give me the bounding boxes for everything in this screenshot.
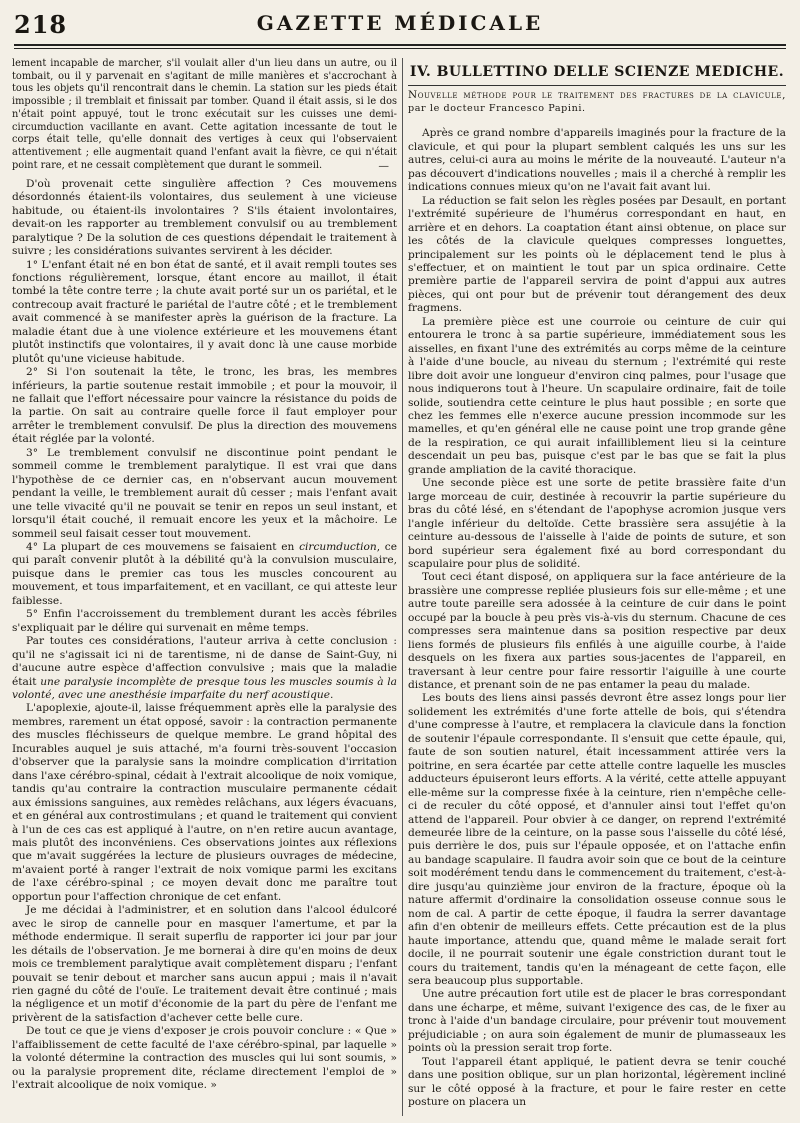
paragraph: Tout l'appareil étant appliqué, le patient devra se tenir couché dans une position oblique, sur un plan horizontal, légèrement incliné sur le côté opposé à la fracture, et pour le faire rester en cette posture on placera un	[408, 1055, 786, 1109]
journal-title: GAZETTE MÉDICALE	[256, 11, 544, 35]
header-rule-thin	[14, 48, 786, 49]
italic-conclusion: une paralysie incomplète de presque tous les muscles soumis à la volonté, avec une anesthésie imparfaite du nerf acoustique.	[12, 675, 397, 701]
paragraph: D'où provenait cette singulière affection ? Ces mouvemens désordonnés étaient-ils volontaires, dus seulement à une vicieuse habitude, ou étaient-ils involontaires ? S'ils étaient involontaires, devait-on les rapporter au tremblement convulsif ou au tremblement paralytique ? De la solution de ces questions dépendait le traitement à suivre ; les considérations suivantes servirent à les décider.	[12, 177, 397, 258]
paragraph: 2° Si l'on soutenait la tête, le tronc, les bras, les membres inférieurs, la partie soutenue restait immobile ; et pour la mouvoir, il ne fallait que l'effort nécessaire pour vaincre la résistance du poids de la partie. On sait au contraire quelle force il faut employer pour arrêter le tremblement convulsif. De plus la direction des mouvemens était réglée par la volonté.	[12, 366, 397, 446]
paragraph: Une seconde pièce est une sorte de petite brassière faite d'un large morceau de cuir, destinée à recouvrir la partie supérieure du bras du côté lésé, en s'étendant de l'apophyse acromion jusque vers l'angle inférieur du deltoïde. Cette brassière sera assujétie à la ceinture au-dessous de l'aisselle à l'aide de points de suture, et son bord supérieur sera également fixé au bord correspondant du scapulaire pour plus de solidité.	[408, 477, 786, 570]
page-number: 218	[14, 10, 68, 39]
article-title-author: par le docteur Francesco Papini.	[408, 103, 586, 115]
paragraph: La réduction se fait selon les règles posées par Desault, en portant l'extrémité supérieure de l'humérus correspondant en haut, en arrière et en dehors. La coaptation étant ainsi obtenue, on place sur les côtés de la clavicule quelques compresses longuettes, principalement sur les points où le déplacement tend le plus à s'effectuer, et on maintient le tout par un spica ordinaire. Cette première partie de l'appareil servira de point d'appui aux autres pièces, qui ont pour but de prévenir tout dérangement des deux fragmens.	[408, 194, 786, 315]
title-rule	[408, 85, 786, 86]
paragraph: 3° Le tremblement convulsif ne discontinue point pendant le sommeil comme le tremblement paralytique. Il est vrai que dans l'hypothèse de ce dernier cas, en n'observant aucun mouvement pendant la veille, le tremblement aurait dû cesser ; mais l'enfant avait une telle vivacité qu'il ne pouvait se tenir en repos un seul instant, et lorsqu'il était couché, il remuait encore les yeux et la mâchoire. Le sommeil seul faisait cesser tout mouvement.	[12, 446, 397, 540]
paragraph: Tout ceci étant disposé, on appliquera sur la face antérieure de la brassière une compresse repliée plusieurs fois sur elle-même ; et une autre toute pareille sera adossée à la ceinture de cuir dans le point occupé par la boucle à peu près vis-à-vis du sternum. Chacune de ces compresses sera maintenue dans sa position respective par deux liens formés de plusieurs fils enfilés à une aiguille courbe, à l'aide desquels on les fixera aux parties sous-jacentes de l'appareil, en traversant à leur centre pour faire ressortir l'aiguille à une courte distance, et prenant soin de ne pas entamer la peau du malade.	[408, 571, 786, 692]
paragraph: La première pièce est une courroie ou ceinture de cuir qui entourera le tronc à sa partie supérieure, immédiatement sous les aisselles, en fixant l'une des extrémités au corps même de la ceinture à l'aide d'une boucle, au niveau du sternum ; l'extrémité qui reste libre doit avoir une longueur d'environ cinq palmes, pour l'usage que nous indiquerons tout à l'heure. Un scapulaire ordinaire, fait de toile solide, soutiendra cette ceinture le plus haut possible ; en sorte que chez les femmes elle n'exerce aucune pression incommode sur les mamelles, et qu'en général elle ne cause point une trop grande gêne de la respiration, ce qui aurait infailliblement lieu si la ceinture descendait un peu bas, puisque c'est par le bas que se fait la plus grande ampliation de la cavité thoracique.	[408, 315, 786, 476]
header-rule	[14, 44, 786, 46]
article-title	[408, 89, 786, 115]
left-column	[12, 58, 397, 1116]
paragraph: L'apoplexie, ajoute-il, laisse fréquemment après elle la paralysie des membres, rarement un état opposé, savoir : la contraction permanente des muscles fléchisseurs de quelque membre. Le grand hôpital des Incurables auquel je suis attaché, m'a fourni très-souvent l'occasion d'observer que la paralysie sans la moindre complication d'irritation dans l'axe cérébro-spinal, cédait à l'extrait alcoolique de noix vomique, tandis qu'au contraire la contraction musculaire permanente cédait aux émissions sanguines, aux remèdes relâchans, aux légers évacuans, et en général aux controstimulans ; et quand le traitement qui convient à l'un de ces cas est appliqué à l'autre, on n'en retire aucun avantage, mais plutôt des inconvéniens. Ces observations jointes aux réflexions que m'avait suggérées la lecture de plusieurs ouvrages de médecine, m'avaient porté à ranger l'extrait de noix vomique parmi les excitans de l'axe cérébro-spinal ; ce moyen devait donc me paraître tout opportun pour l'affection chronique de cet enfant.	[12, 702, 397, 903]
right-column	[408, 58, 786, 1116]
paragraph	[12, 635, 397, 702]
paragraph: De tout ce que je viens d'exposer je crois pouvoir conclure : « Que » l'affaiblissement de cette faculté de l'axe cérébro-spinal, par laquelle » la volonté détermine la contraction des muscles qui lui sont soumis, » ou la paralysie proprement dite, réclame directement l'emploi de » l'extrait alcoolique de noix vomique. »	[12, 1025, 397, 1092]
paragraph	[12, 541, 397, 608]
column-divider	[402, 58, 403, 1116]
paragraph: Les bouts des liens ainsi passés devront être assez longs pour lier solidement les extrémités d'une forte attelle de bois, qui s'étendra d'une compresse à l'autre, et remplacera la clavicule dans la fonction de soutenir l'épaule correspondante. Il s'ensuit que cette épaule, qui, faute de son soutien naturel, était incessamment attirée vers la poitrine, en sera écartée par cette attelle contre laquelle les muscles adducteurs épuiseront leurs efforts. A la vérité, cette attelle appuyant elle-même sur la compresse fixée à la ceinture, rien n'empêche celle-ci de reculer du côté opposé, et d'annuler ainsi tout l'effet qu'on attend de l'appareil. Pour obvier à ce danger, on reprend l'extrémité demeurée libre de la ceinture, on la passe sous l'aisselle du côté lésé, puis derrière le dos, puis sur l'épaule opposée, et on l'attache enfin au bandage scapulaire. Il faudra avoir soin que ce bout de la ceinture soit modérément tendu dans le commencement du traitement, c'est-à-dire jusqu'au quinzième jour environ de la fracture, époque où la nature affermit d'ordinaire la consolidation osseuse connue sous le nom de cal. A partir de cette époque, il faudra la serrer davantage afin d'en obtenir de meilleurs effets. Cette précaution est de la plus haute importance, attendu que, quand même le malade serait fort docile, il ne pourrait soutenir une égale constriction durant tout le cours du traitement, tandis qu'en la ménageant de cette façon, elle sera beaucoup plus supportable.	[408, 692, 786, 987]
intro-paragraph: lement incapable de marcher, s'il voulait aller d'un lieu dans un autre, ou il tombait, ou il y parvenait en s'agitant de mille manières et s'accrochant à tous les objets qu'il rencontrait dans le chemin. La station sur les pieds était impossible ; il tremblait et finissait par tomber. Quand il était assis, si le dos n'était point appuyé, tout le tronc exécutait sur les cuisses une demi-circumduction vacillante en avant. Cette agitation incessante de tout le corps était telle, qu'elle donnait des vertiges à ceux qui l'observaient attentivement ; elle augmentait quand l'enfant avait la fièvre, ce qui n'était point rare, et ne cessait complètement que durant le sommeil.	[12, 58, 397, 171]
text-run: 4° La plupart de ces mouvemens se faisaient en	[26, 541, 300, 554]
paragraph: 5° Enfin l'accroissement du tremblement durant les accès fébriles s'expliquait par le délire qui survenait en même temps.	[12, 608, 397, 634]
section-title: IV. BULLETTINO DELLE SCIENZE MEDICHE.	[409, 64, 785, 80]
paragraph: Je me décidai à l'administrer, et en solution dans l'alcool édulcoré avec le sirop de cannelle pour en masquer l'amertume, et par la méthode endermique. Il serait superflu de rapporter ici jour par jour les détails de l'observation. Je me bornerai à dire qu'en moins de deux mois ce tremblement paralytique avait complètement disparu ; l'enfant pouvait se tenir debout et marcher sans aucun appui ; mais il n'avait rien gagné du côté de l'ouïe. Le traitement devait être continué ; mais la négligence et un motif d'économie de la part du père de l'enfant me privèrent de la satisfaction d'achever cette belle cure.	[12, 904, 397, 1024]
text-run: , ce qui paraît convenir plutôt à la débilité qu'à la convulsion musculaire, puisque dans le premier cas tous les muscles concourent au mouvement, et tous imparfaitement, et en vacillant, ce qui atteste leur faiblesse.	[12, 541, 397, 607]
article-title-smallcaps: Nouvelle méthode pour le traitement des fractures de la clavicule,	[408, 89, 786, 102]
text-run: Par toutes ces considérations, l'auteur arriva à cette conclusion : qu'il ne s'agissait ici ni de tarentisme, ni de danse de Saint-Guy, ni d'aucune autre espèce d'affection convulsive ; mais que la maladie était	[12, 635, 397, 688]
end-dash: —	[378, 160, 389, 173]
paragraph: Une autre précaution fort utile est de placer le bras correspondant dans une écharpe, et même, suivant l'exigence des cas, de le fixer au tronc à l'aide d'un bandage circulaire, pour prévenir tout mouvement préjudiciable ; on aura soin également de munir de plumasseaux les points où la pression serait trop forte.	[408, 988, 786, 1055]
page-header	[14, 10, 786, 50]
paragraph: 1° L'enfant était né en bon état de santé, et il avait rempli toutes ses fonctions régulièrement, lorsque, étant encore au maillot, il était tombé la tête contre terre ; la chute avait porté sur un os pariétal, et le contrecoup avait fracturé le pariétal de l'autre côté ; et le tremblement avait commencé à se manifester après la guérison de la fracture. La maladie étant due à une violence extérieure et les mouvemens étant plutôt instinctifs que volontaires, il y avait donc là une cause morbide plutôt qu'une vicieuse habitude.	[12, 258, 397, 365]
italic-text: circumduction	[299, 541, 377, 554]
paragraph: Après ce grand nombre d'appareils imaginés pour la fracture de la clavicule, et qui pour la plupart semblent calqués les uns sur les autres, celui-ci aura au moins le mérite de la nouveauté. L'auteur n'a pas découvert d'indications nouvelles ; mais il a cherché à remplir les indications connues mieux qu'on ne l'avait fait avant lui.	[408, 127, 786, 194]
